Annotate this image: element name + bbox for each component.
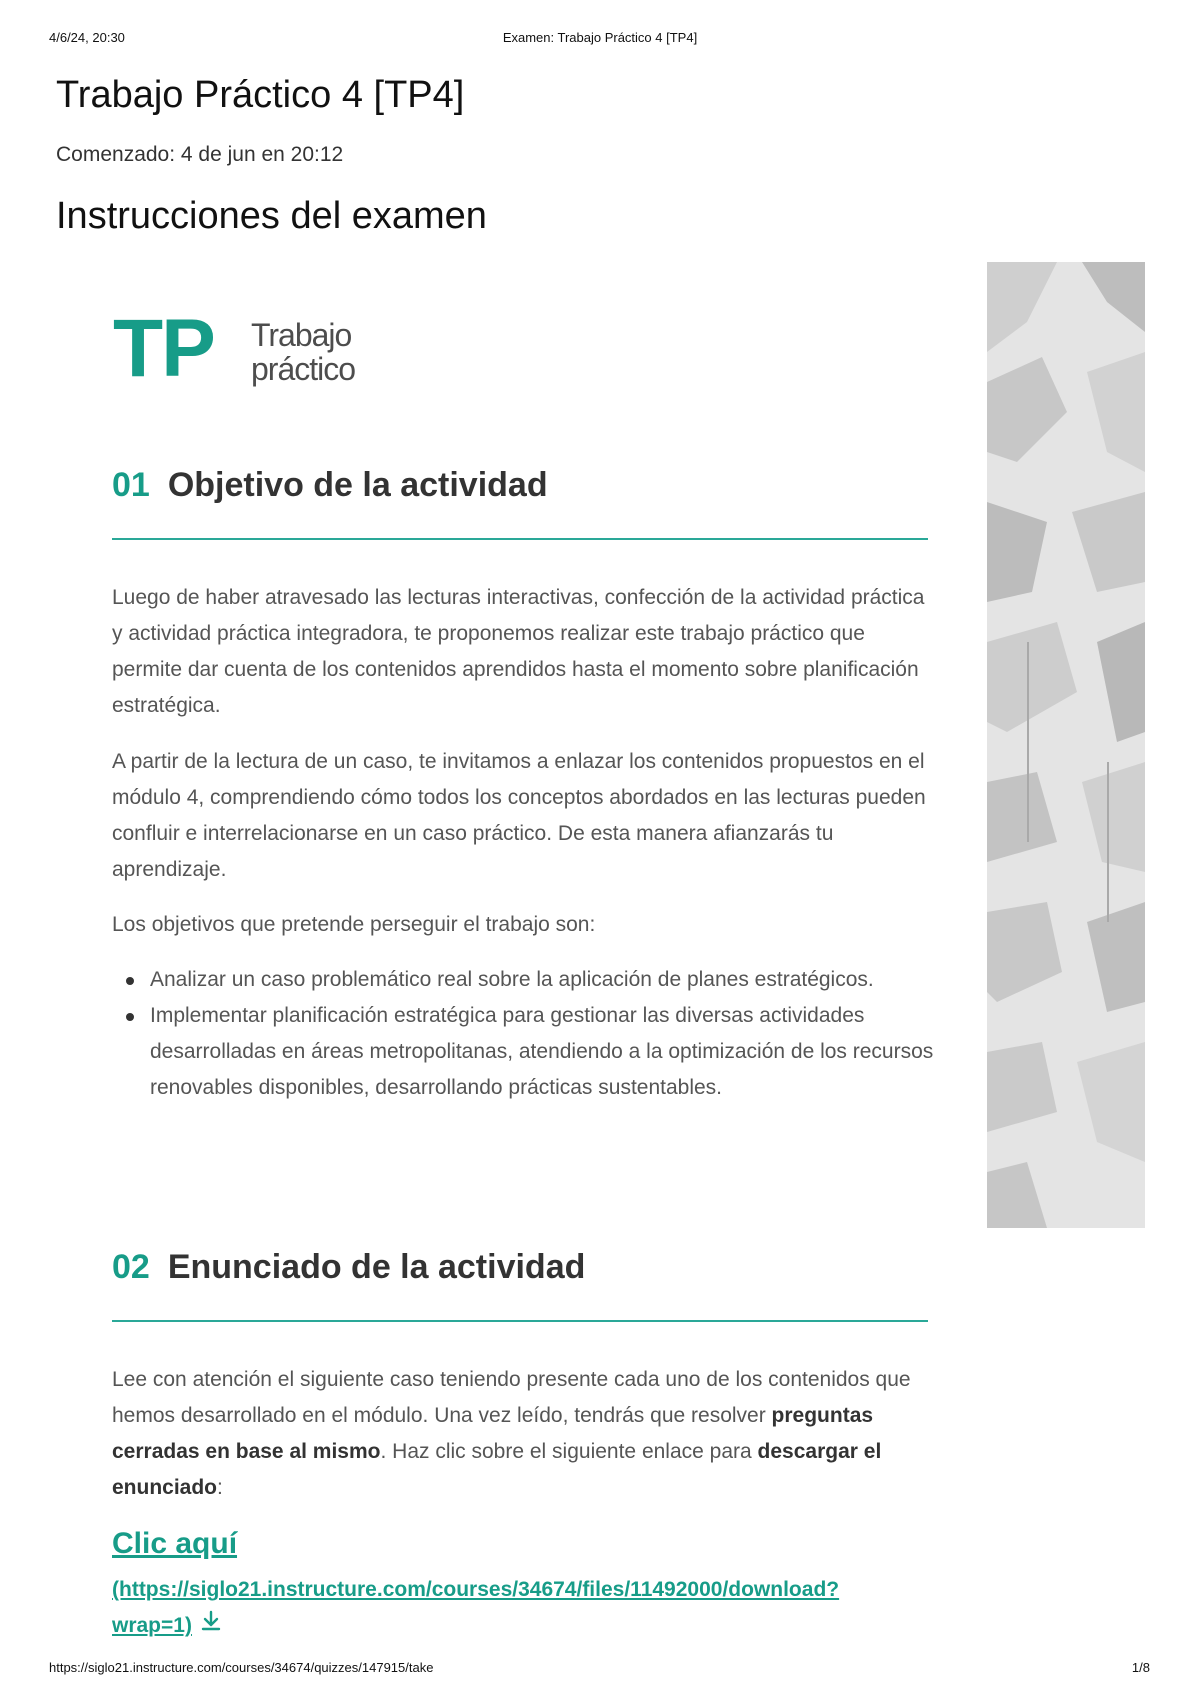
print-url: https://siglo21.instructure.com/courses/34674/quizzes/147915/take	[49, 1660, 434, 1675]
statement-text-1: Lee con atención el siguiente caso teniendo presente cada uno de los contenidos que hemos desarrollado en el módulo. Una vez leído, tendrás que resolver	[112, 1368, 911, 1427]
tp-logo-words	[251, 318, 355, 386]
started-timestamp: Comenzado: 4 de jun en 20:12	[56, 143, 344, 166]
section-heading-objective	[112, 466, 548, 505]
architecture-image-graphic	[987, 262, 1145, 1228]
list-item: Implementar planificación estratégica para gestionar las diversas actividades desarrolladas en áreas metropolitanas, atendiendo a la optimización de los recursos renovables disponibles, desarrollando prácticas sustentables.	[150, 998, 966, 1106]
download-icon[interactable]	[200, 1608, 222, 1644]
print-datetime: 4/6/24, 20:30	[49, 30, 125, 45]
print-footer	[0, 1660, 1200, 1678]
section-title: Enunciado de la actividad	[167, 1248, 586, 1286]
print-header	[0, 30, 1200, 48]
statement-text-3: :	[217, 1476, 223, 1499]
page-title: Trabajo Práctico 4 [TP4]	[56, 74, 465, 116]
decorative-architecture-image	[987, 262, 1145, 1228]
objectives-list	[112, 962, 966, 1106]
objective-paragraph-3: Los objetivos que pretende perseguir el trabajo son:	[112, 913, 596, 936]
tp-logo-word-2: práctico	[251, 351, 356, 387]
download-link[interactable]: Clic aquí	[112, 1527, 238, 1560]
statement-bold-2: descargar el enunciado	[112, 1440, 882, 1499]
tp-logo	[113, 303, 393, 394]
list-item: Analizar un caso problemático real sobre la aplicación de planes estratégicos.	[150, 962, 966, 998]
print-page-number: 1/8	[1131, 1660, 1150, 1675]
statement-paragraph	[112, 1362, 928, 1506]
statement-bold-1: preguntas cerradas en base al mismo	[112, 1404, 874, 1463]
section-divider	[112, 1320, 928, 1322]
objective-paragraph-1: Luego de haber atravesado las lecturas interactivas, confección de la actividad práctica y actividad práctica integradora, te proponemos realizar este trabajo práctico que permite dar cuenta de los contenidos aprendidos hasta el momento sobre planificación estratégica.	[112, 586, 925, 717]
statement-text-2: . Haz clic sobre el siguiente enlace para	[380, 1440, 758, 1463]
instructions-title: Instrucciones del examen	[56, 195, 487, 237]
section-number: 01	[112, 466, 150, 504]
objective-paragraph-2: A partir de la lectura de un caso, te invitamos a enlazar los contenidos propuestos en el módulo 4, comprendiendo cómo todos los conceptos abordados en las lecturas pueden confluir e interrelacionarse en un caso práctico. De esta manera afianzarás tu aprendizaje.	[112, 750, 926, 881]
download-url-text[interactable]: (https://siglo21.instructure.com/courses/34674/files/11492000/download?wrap=1)	[112, 1578, 840, 1637]
download-url-link[interactable]	[112, 1572, 912, 1644]
print-doc-title: Examen: Trabajo Práctico 4 [TP4]	[502, 30, 698, 45]
tp-logo-letters: TP	[113, 303, 214, 394]
tp-logo-word-1: Trabajo	[251, 317, 352, 353]
section-divider	[112, 538, 928, 540]
section-heading-statement	[112, 1248, 585, 1287]
section-number: 02	[112, 1248, 150, 1286]
section-title: Objetivo de la actividad	[167, 466, 548, 504]
